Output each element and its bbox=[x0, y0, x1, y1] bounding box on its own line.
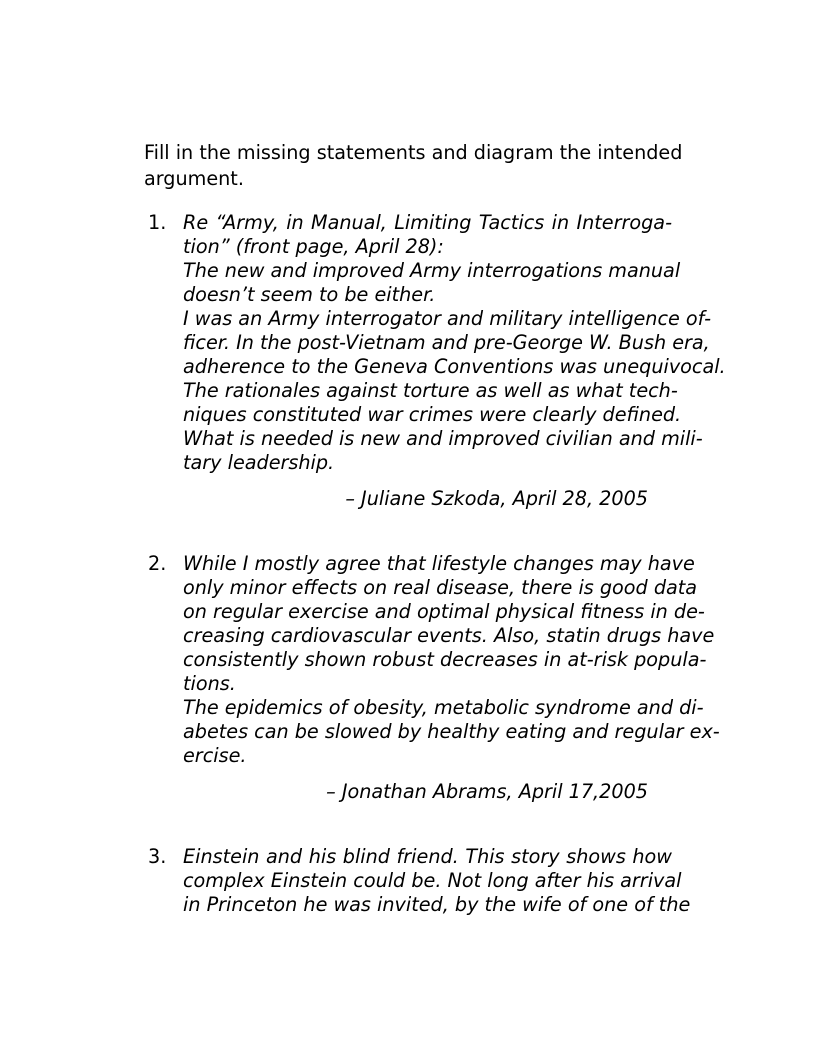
item-text bbox=[183, 211, 726, 475]
item-text bbox=[183, 845, 691, 917]
text-line: tion” (front page, April 28): bbox=[183, 235, 444, 258]
text-line: I was an Army interrogator and military intelligence of- bbox=[183, 307, 712, 330]
signature: – Jonathan Abrams, April 17,2005 bbox=[326, 780, 648, 803]
text-line: What is needed is new and improved civilian and mili- bbox=[183, 427, 703, 450]
text-line: While I mostly agree that lifestyle changes may have bbox=[183, 552, 695, 575]
text-line: complex Einstein could be. Not long after his arrival bbox=[183, 869, 682, 892]
text-line: doesn’t seem to be either. bbox=[183, 283, 436, 306]
text-line: in Princeton he was invited, by the wife of one of the bbox=[183, 893, 691, 916]
item-number: 2. bbox=[148, 552, 167, 575]
instructions bbox=[144, 140, 683, 192]
text-line: The epidemics of obesity, metabolic syndrome and di- bbox=[183, 696, 704, 719]
text-line: The new and improved Army interrogations manual bbox=[183, 259, 681, 282]
text-line: Re “Army, in Manual, Limiting Tactics in Interroga- bbox=[183, 211, 672, 234]
exercise-item-2 bbox=[144, 552, 720, 768]
text-line: tions. bbox=[183, 672, 236, 695]
item-number: 1. bbox=[148, 211, 167, 234]
text-line: Einstein and his blind friend. This story shows how bbox=[183, 845, 672, 868]
text-line: tary leadership. bbox=[183, 451, 335, 474]
exercise-item-1 bbox=[144, 211, 726, 475]
text-line: consistently shown robust decreases in at-risk popula- bbox=[183, 648, 707, 671]
text-line: creasing cardiovascular events. Also, statin drugs have bbox=[183, 624, 715, 647]
text-line: ercise. bbox=[183, 744, 247, 767]
text-line: abetes can be slowed by healthy eating and regular ex- bbox=[183, 720, 720, 743]
item-text bbox=[183, 552, 720, 768]
text-line: only minor effects on real disease, there is good data bbox=[183, 576, 698, 599]
text-line: on regular exercise and optimal physical fitness in de- bbox=[183, 600, 705, 623]
item-number: 3. bbox=[148, 845, 167, 868]
text-line: ficer. In the post-Vietnam and pre-George W. Bush era, bbox=[183, 331, 710, 354]
signature: – Juliane Szkoda, April 28, 2005 bbox=[345, 487, 648, 510]
text-line: niques constituted war crimes were clearly defined. bbox=[183, 403, 682, 426]
instructions-line: Fill in the missing statements and diagram the intended bbox=[144, 141, 683, 164]
instructions-line: argument. bbox=[144, 167, 244, 190]
text-line: adherence to the Geneva Conventions was unequivocal. bbox=[183, 355, 726, 378]
exercise-item-3 bbox=[144, 845, 691, 917]
text-line: The rationales against torture as well as what tech- bbox=[183, 379, 678, 402]
